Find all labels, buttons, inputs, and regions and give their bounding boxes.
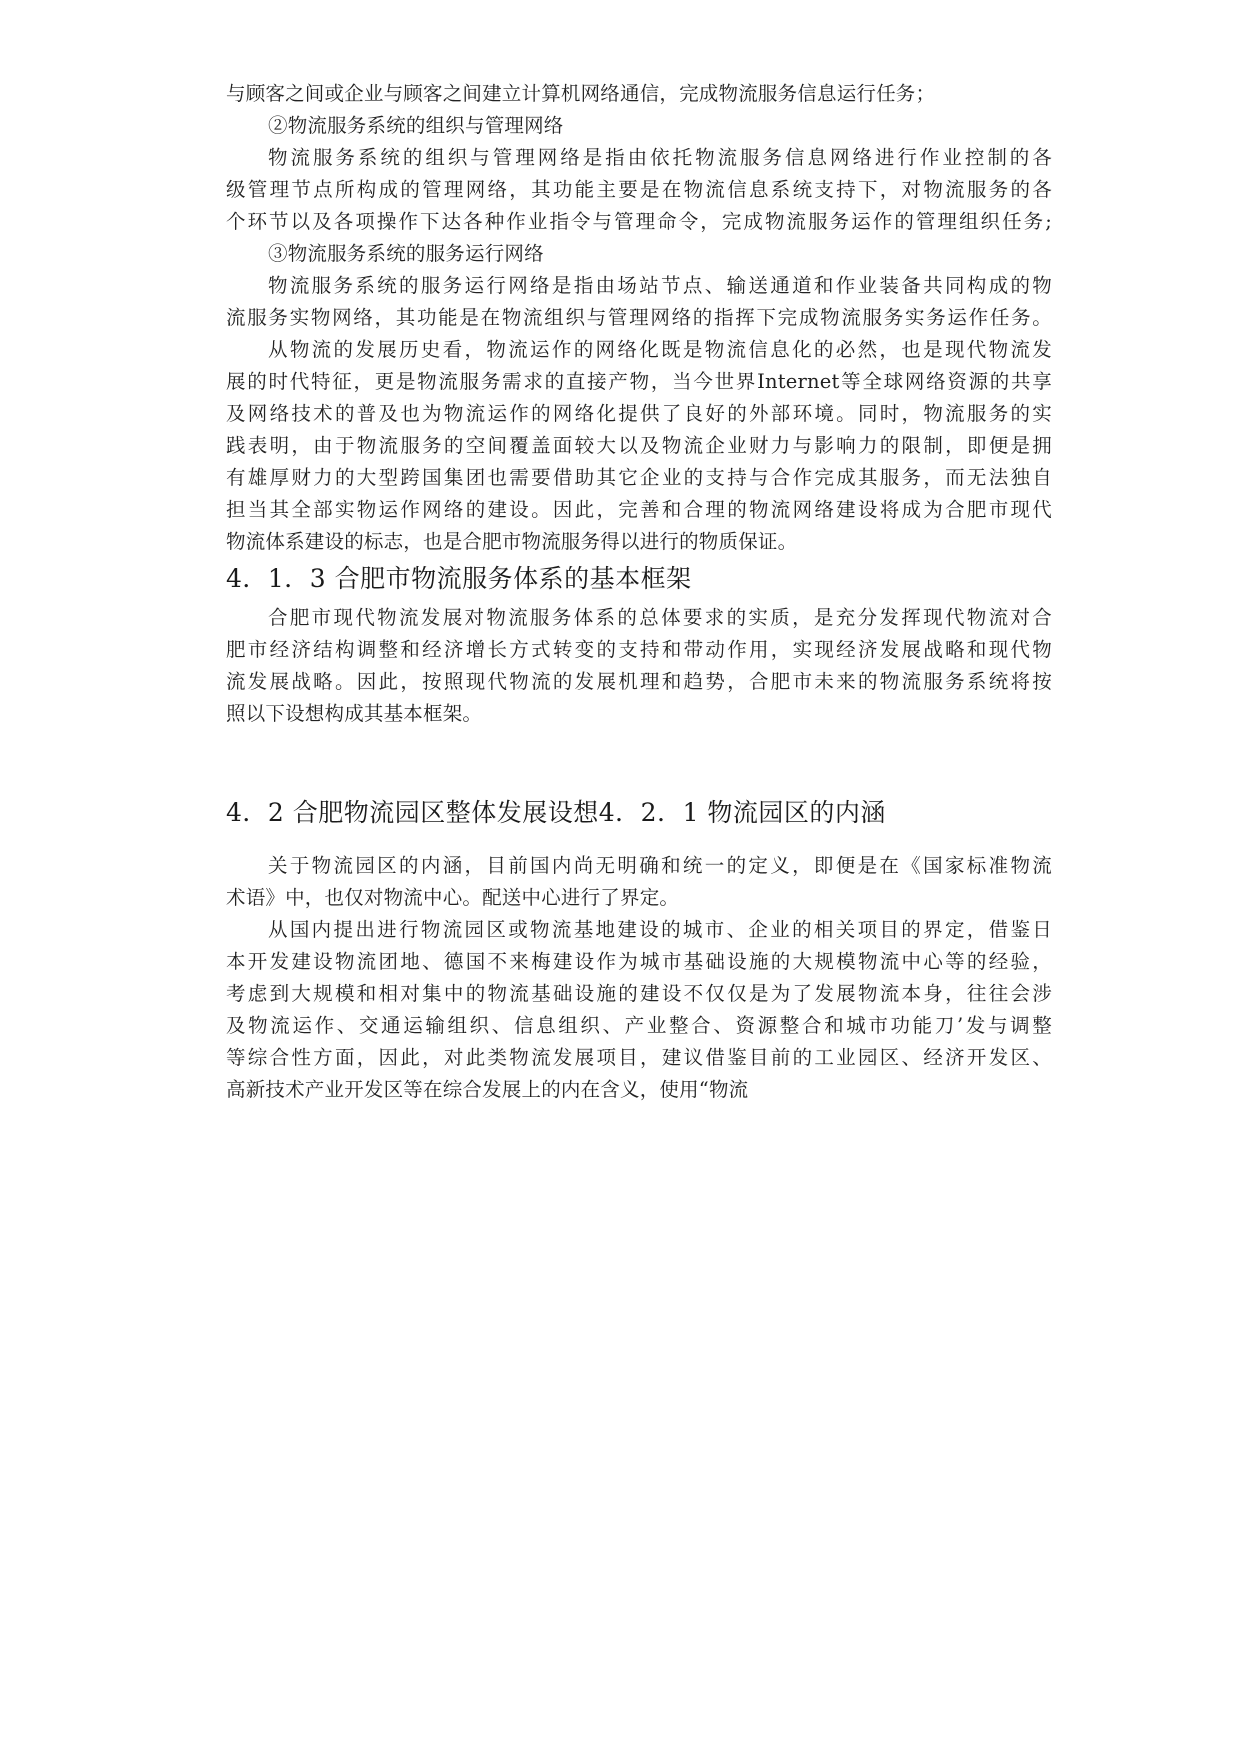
intro-paragraph [226, 78, 1052, 110]
framework-paragraph [226, 602, 1052, 730]
text-line: 有雄厚财力的大型跨国集团也需要借助其它企业的支持与合作完成其服务，而无法独自 [226, 466, 1052, 489]
item2-title: ②物流服务系统的组织与管理网络 [268, 114, 564, 137]
connotation-paragraph [226, 850, 1052, 914]
text-line: 担当其全部实物运作网络的建设。因此，完善和合理的物流网络建设将成为合肥市现代 [226, 498, 1052, 521]
document-body [226, 78, 1052, 1106]
text-line: 与顾客之间或企业与顾客之间建立计算机网络通信，完成物流服务信息运行任务； [226, 82, 936, 105]
text-line: 践表明，由于物流服务的空间覆盖面较大以及物流企业财力与影响力的限制，即便是拥 [226, 434, 1052, 457]
text-line: 考虑到大规模和相对集中的物流基础设施的建设不仅仅是为了发展物流本身，往往会涉 [226, 982, 1052, 1005]
text-line: 流服务实物网络，其功能是在物流组织与管理网络的指挥下完成物流服务实务运作任务。 [226, 306, 1052, 329]
text-line: 级管理节点所构成的管理网络，其功能主要是在物流信息系统支持下，对物流服务的各 [226, 178, 1052, 201]
item3-section [226, 238, 1052, 334]
text-line: 肥市经济结构调整和经济增长方式转变的支持和带动作用，实现经济发展战略和现代物 [226, 638, 1052, 661]
text-line: 个环节以及各项操作下达各种作业指令与管理命令，完成物流服务运作的管理组织任务; [226, 210, 1052, 233]
domestic-paragraph [226, 914, 1052, 1106]
text-line: 关于物流园区的内涵，目前国内尚无明确和统一的定义，即便是在《国家标准物流 [268, 854, 1052, 877]
text-line: 物流体系建设的标志，也是合肥市物流服务得以进行的物质保证。 [226, 530, 798, 553]
item3-title: ③物流服务系统的服务运行网络 [268, 242, 544, 265]
text-line: 及物流运作、交通运输组织、信息组织、产业整合、资源整合和城市功能刀’发与调整 [226, 1014, 1052, 1037]
section-heading-4-2: 4．2 合肥物流园区整体发展设想4．2．1 物流园区的内涵 [226, 798, 886, 827]
text-line: 术语》中，也仅对物流中心。配送中心进行了界定。 [226, 886, 680, 909]
text-line: 照以下设想构成其基本框架。 [226, 702, 483, 725]
text-line: 物流服务系统的服务运行网络是指由场站节点、输送通道和作业装备共同构成的物 [268, 274, 1052, 297]
text-line: 高新技术产业开发区等在综合发展上的内在含义，使用“物流 [226, 1078, 749, 1101]
section-heading-4-1-3: 4．1．3 合肥市物流服务体系的基本框架 [226, 564, 692, 593]
text-line: 本开发建设物流团地、德国不来梅建设作为城市基础设施的大规模物流中心等的经验， [226, 950, 1052, 973]
text-line: 从物流的发展历史看，物流运作的网络化既是物流信息化的必然，也是现代物流发 [268, 338, 1052, 361]
item2-section [226, 110, 1052, 238]
text-line: 合肥市现代物流发展对物流服务体系的总体要求的实质，是充分发挥现代物流对合 [268, 606, 1052, 629]
text-line: 物流服务系统的组织与管理网络是指由依托物流服务信息网络进行作业控制的各 [268, 146, 1052, 169]
text-line: 从国内提出进行物流园区或物流基地建设的城市、企业的相关项目的界定，借鉴日 [268, 918, 1052, 941]
text-line: 流发展战略。因此，按照现代物流的发展机理和趋势，合肥市未来的物流服务系统将按 [226, 670, 1052, 693]
history-paragraph [226, 334, 1052, 558]
text-line: 及网络技术的普及也为物流运作的网络化提供了良好的外部环境。同时，物流服务的实 [226, 402, 1052, 425]
text-line: 展的时代特征，更是物流服务需求的直接产物，当今世界Internet等全球网络资源的共享 [226, 370, 1052, 393]
text-line: 等综合性方面，因此，对此类物流发展项目，建议借鉴目前的工业园区、经济开发区、 [226, 1046, 1052, 1069]
